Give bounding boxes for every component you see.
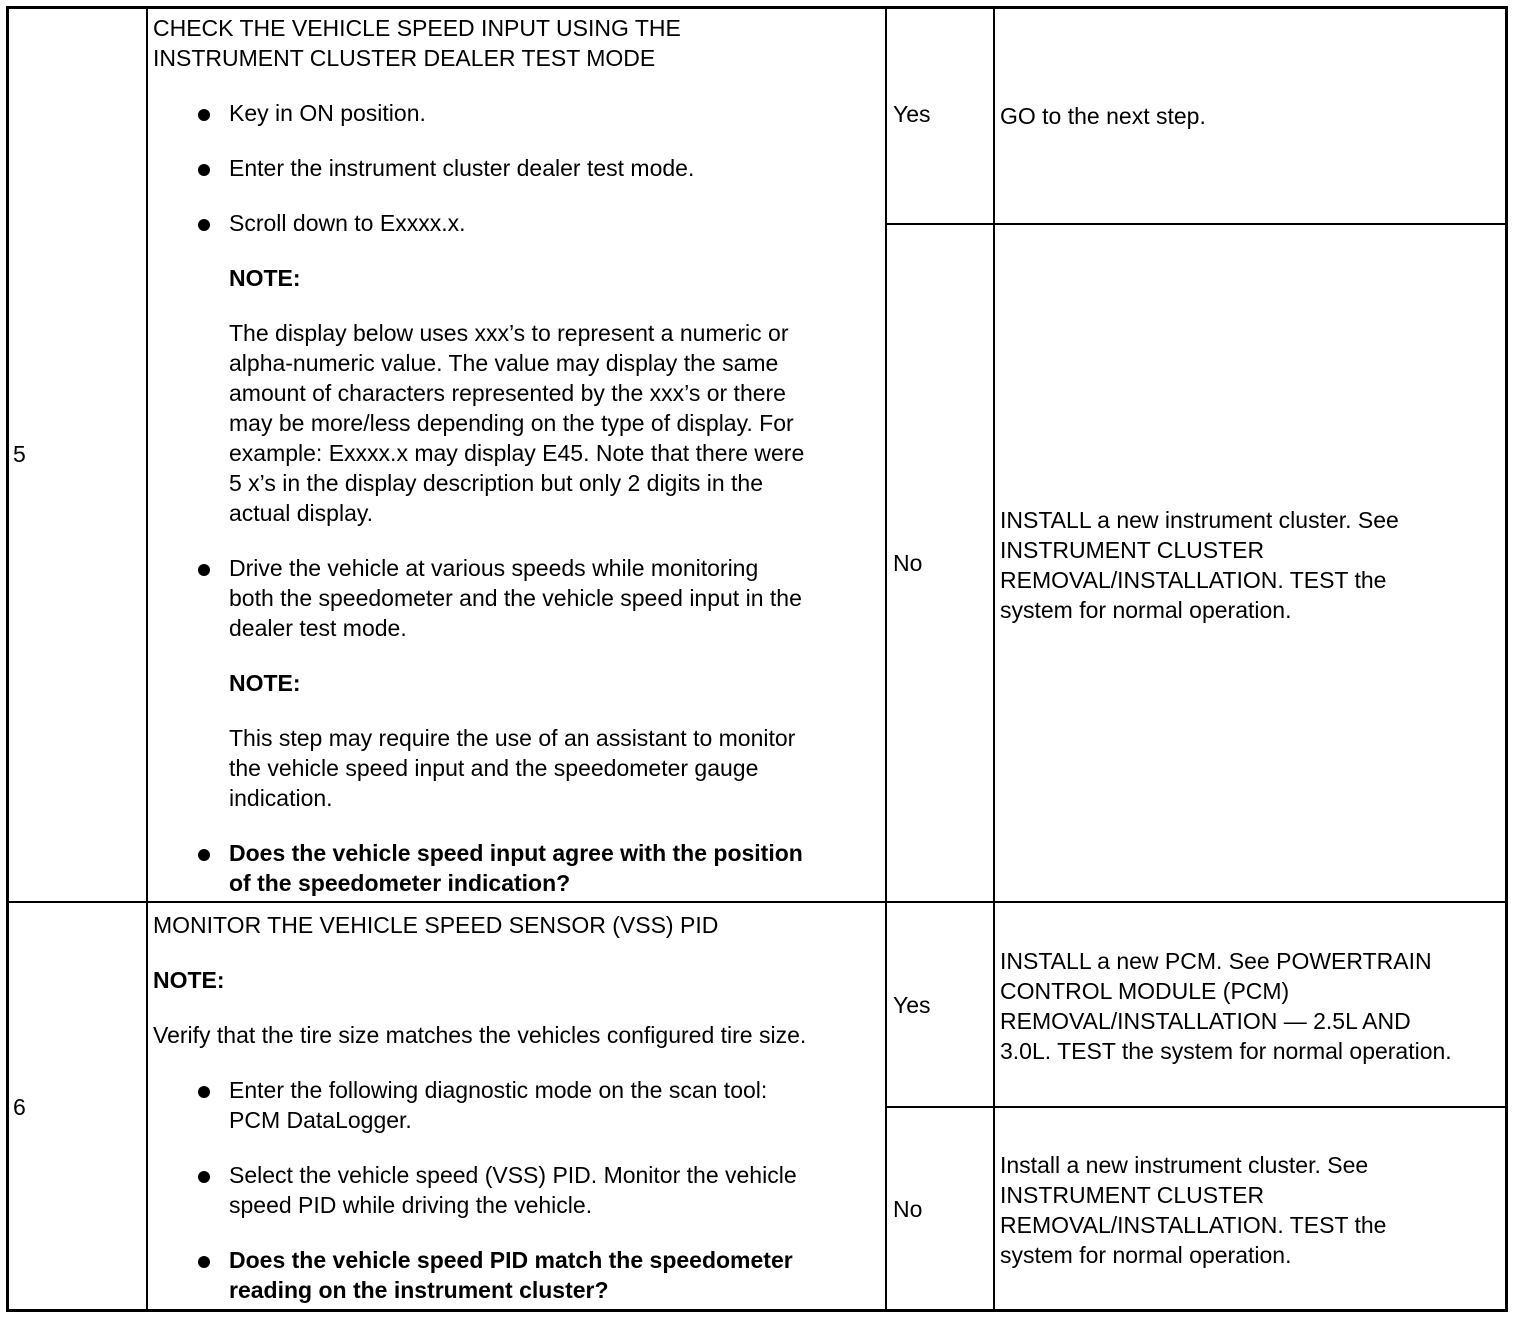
column-divider: [993, 6, 995, 1312]
action-line: system for normal operation.: [1000, 597, 1292, 623]
question-line: Does the vehicle speed input agree with the position: [229, 840, 803, 866]
list-item-line: Drive the vehicle at various speeds while monitoring: [229, 555, 759, 581]
bullet-icon: [198, 1171, 210, 1183]
question-item: [153, 1245, 878, 1305]
table-border-top: [6, 6, 1508, 9]
answer-yes: Yes: [893, 101, 931, 127]
action-no: [1000, 1150, 1500, 1270]
step-title-line: INSTRUMENT CLUSTER DEALER TEST MODE: [153, 45, 656, 71]
list-item-text: Enter the instrument cluster dealer test mode.: [229, 155, 695, 181]
action-line: Install a new instrument cluster. See: [1000, 1152, 1369, 1178]
note-line: 5 x’s in the display description but only 2 digits in the: [229, 470, 763, 496]
note-text: [153, 723, 878, 813]
note-line: may be more/less depending on the type of display. For: [229, 410, 794, 436]
note-label: NOTE:: [153, 967, 225, 993]
action-line: system for normal operation.: [1000, 1242, 1292, 1268]
list-item: [153, 1160, 878, 1220]
yes-no-divider: [885, 223, 1508, 225]
bullet-icon: [198, 849, 210, 861]
note-line: indication.: [229, 785, 333, 811]
yes-no-divider: [885, 1106, 1508, 1108]
table-border-right: [1505, 6, 1508, 1312]
list-item-line: Select the vehicle speed (VSS) PID. Monitor the vehicle: [229, 1162, 797, 1188]
step-number: 6: [13, 1094, 26, 1120]
step-title-line: CHECK THE VEHICLE SPEED INPUT USING THE: [153, 15, 681, 41]
list-item: [153, 553, 878, 643]
answer-no: No: [893, 550, 923, 576]
column-divider: [146, 6, 148, 1312]
question-line: of the speedometer indication?: [229, 870, 571, 896]
action-line: INSTRUMENT CLUSTER: [1000, 1182, 1265, 1208]
action-line: INSTALL a new PCM. See POWERTRAIN: [1000, 948, 1432, 974]
column-divider: [885, 6, 887, 1312]
note-line: This step may require the use of an assistant to monitor: [229, 725, 796, 751]
note-line: alpha-numeric value. The value may display the same: [229, 350, 779, 376]
question-item: [153, 838, 878, 898]
note-line: example: Exxxx.x may display E45. Note that there were: [229, 440, 805, 466]
answer-no: No: [893, 1196, 923, 1222]
note-line: amount of characters represented by the xxx’s or there: [229, 380, 786, 406]
action-line: 3.0L. TEST the system for normal operation.: [1000, 1038, 1452, 1064]
note-text: Verify that the tire size matches the vehicles configured tire size.: [153, 1022, 807, 1048]
step-instructions: [153, 13, 878, 898]
action-no: [1000, 505, 1500, 625]
list-item-line: PCM DataLogger.: [229, 1107, 412, 1133]
action-yes: [1000, 946, 1500, 1066]
step-number: 5: [13, 441, 26, 467]
bullet-icon: [198, 164, 210, 176]
action-line: INSTRUMENT CLUSTER: [1000, 537, 1265, 563]
list-item-line: dealer test mode.: [229, 615, 407, 641]
list-item-text: Scroll down to Exxxx.x.: [229, 210, 466, 236]
note-line: the vehicle speed input and the speedometer gauge: [229, 755, 759, 781]
note-label: NOTE:: [229, 265, 301, 291]
row-divider: [6, 901, 1508, 903]
bullet-icon: [198, 219, 210, 231]
step-title: [153, 13, 878, 73]
list-item-line: Enter the following diagnostic mode on the scan tool:: [229, 1077, 768, 1103]
note-line: actual display.: [229, 500, 374, 526]
list-item-line: both the speedometer and the vehicle speed input in the: [229, 585, 802, 611]
question-line: Does the vehicle speed PID match the speedometer: [229, 1247, 793, 1273]
bullet-icon: [198, 564, 210, 576]
bullet-icon: [198, 1256, 210, 1268]
note-text: [153, 318, 878, 528]
action-yes: GO to the next step.: [1000, 103, 1206, 129]
list-item: [153, 98, 878, 128]
list-item: [153, 208, 878, 238]
note-line: The display below uses xxx’s to represent a numeric or: [229, 320, 789, 346]
table-border-left: [6, 6, 9, 1312]
action-line: CONTROL MODULE (PCM): [1000, 978, 1290, 1004]
action-line: REMOVAL/INSTALLATION. TEST the: [1000, 567, 1387, 593]
list-item: [153, 1075, 878, 1135]
table-border-bottom: [6, 1309, 1508, 1312]
answer-yes: Yes: [893, 992, 931, 1018]
list-item: [153, 153, 878, 183]
action-line: REMOVAL/INSTALLATION. TEST the: [1000, 1212, 1387, 1238]
list-item-text: Key in ON position.: [229, 100, 426, 126]
bullet-icon: [198, 109, 210, 121]
action-line: INSTALL a new instrument cluster. See: [1000, 507, 1399, 533]
question-line: reading on the instrument cluster?: [229, 1277, 609, 1303]
action-line: REMOVAL/INSTALLATION — 2.5L AND: [1000, 1008, 1411, 1034]
step-instructions: [153, 910, 878, 1305]
list-item-line: speed PID while driving the vehicle.: [229, 1192, 593, 1218]
step-title: MONITOR THE VEHICLE SPEED SENSOR (VSS) PID: [153, 912, 719, 938]
note-label: NOTE:: [229, 670, 301, 696]
bullet-icon: [198, 1086, 210, 1098]
